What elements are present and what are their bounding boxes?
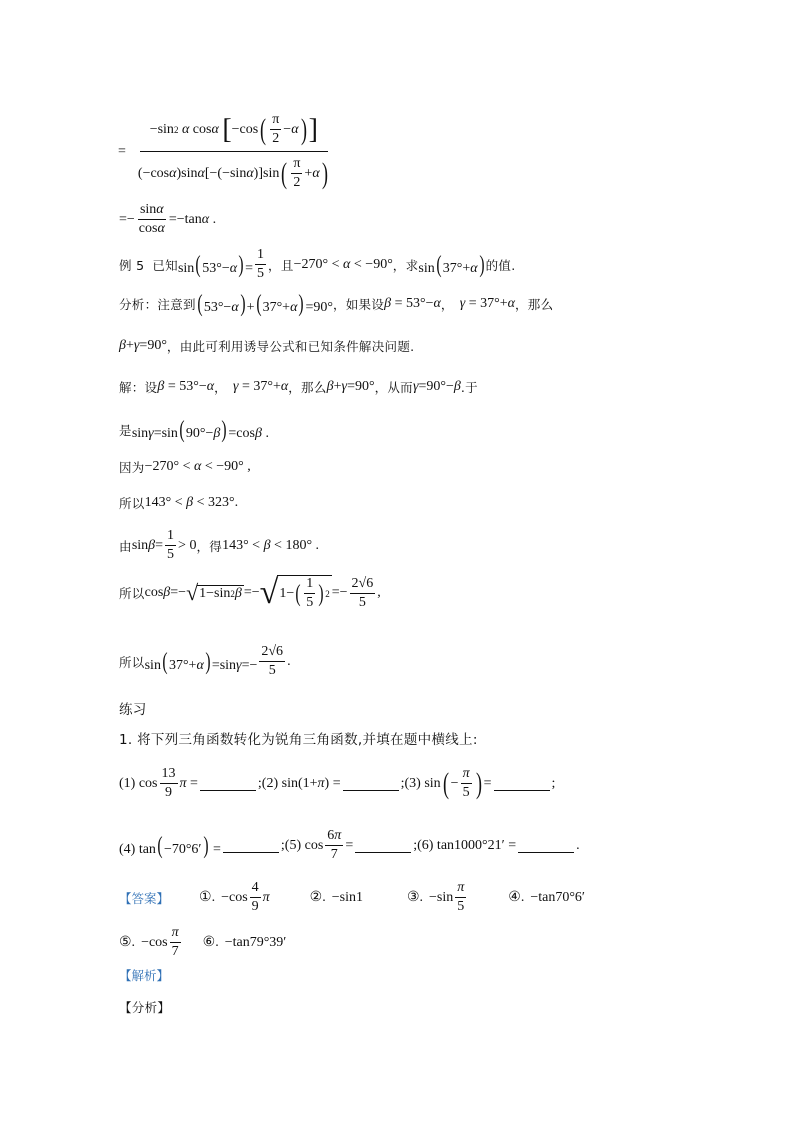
practice-line-1: (1) cos $\frac{13}{9}$ π = ;(2) sin(1+π) = ;(3) sin ( − $\frac{\pi}{5}$ ) = ;	[119, 766, 556, 800]
equation-fraction-line	[118, 112, 336, 191]
fraction-denominator: (−cos α )sin α [−(−sin α )]sin ( $\frac{\pi}{2}$ + α )	[137, 156, 328, 190]
solution-line-4: 所以 143° < β < 323°.	[119, 495, 239, 511]
solution-line-3: 因为 −270° < α < −90° ,	[119, 459, 251, 475]
jiexi-label: 【解析】	[119, 968, 170, 983]
blank-3[interactable]	[494, 776, 550, 791]
answer-line-1: 【答案】 ①. −cos $\frac{4}{9}$ π ②. −sin1 ③. −sin $\frac{\pi}{5}$ ④. −tan70°6′	[119, 880, 585, 914]
solution-line-5: 由 sinβ= $\frac{1}{5}$ > 0 ，得 143° < β < 180° .	[119, 528, 320, 562]
solution-line-1: 解： 设 β = 53°−α ， γ = 37°+α ，那么 β+γ=90° ，从而 γ=90°−β .于	[119, 379, 478, 395]
solution-line-6: 所以 cosβ=− √ 1−sin 2 β =− √ 1− ( $\frac{1}{5}$ ) 2 =− $\frac{2√6}{5}$ ,	[119, 574, 381, 611]
analysis-line-1: 分析： 注意到 (53°−α)+(37°+α)=90° ，如果设 β = 53°−α ， γ = 37°+α ，那么	[119, 291, 554, 317]
analysis-line-2: β+γ=90° ，由此可利用诱导公式和已知条件解决问题.	[119, 338, 415, 354]
example-label: 例 5	[119, 257, 145, 273]
equation-result-line: =− $\frac{\sin\alpha}{\cos\alpha}$ =−tanα .	[119, 202, 217, 236]
practice-title: 练习	[119, 702, 147, 718]
blank-2[interactable]	[343, 776, 399, 791]
fraction-numerator: −sin 2 α cos α [ −cos ( $\frac{\pi}{2}$ − α ) ]	[140, 112, 328, 152]
answer-line-2: ⑤. −cos $\frac{\pi}{7}$ ⑥. −tan79°39′	[119, 925, 287, 959]
blank-6[interactable]	[518, 838, 574, 853]
solution-line-2: 是 sinγ=sin(90°−β)=cosβ .	[119, 417, 269, 443]
practice-line-2: (4) tan(−70°6′) = ;(5) cos $\frac{6\pi}{7}$ = ;(6) tan1000°21′ = .	[119, 828, 580, 862]
blank-5[interactable]	[355, 838, 411, 853]
answer-label: 【答案】	[119, 890, 170, 906]
example-5-line: 例 5 已知 sin(53°−α)= $\frac{1}{5}$ ，且 −270° < α < −90° ，求 sin(37°+α) 的值.	[119, 247, 516, 281]
solution-line-7: 所以 sin(37°+α)=sinγ=− $\frac{2√6}{5}$ .	[119, 644, 291, 678]
equals-sign: =	[118, 143, 126, 159]
fenxi-label: 【分析】	[119, 1000, 171, 1015]
blank-1[interactable]	[200, 776, 256, 791]
big-fraction	[134, 112, 334, 191]
blank-4[interactable]	[223, 838, 279, 853]
practice-question-1: 1. 将下列三角函数转化为锐角三角函数,并填在题中横线上:	[119, 732, 478, 748]
